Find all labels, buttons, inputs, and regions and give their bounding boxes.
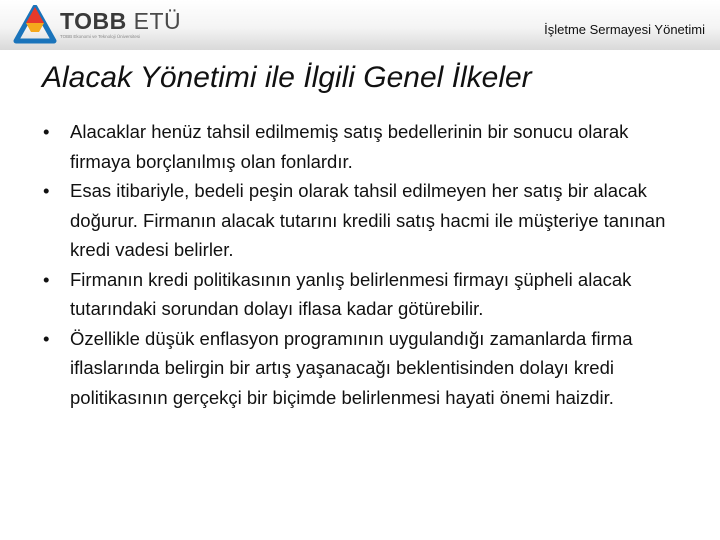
bullet-item xyxy=(42,324,692,413)
header-bar xyxy=(0,0,720,50)
bullet-icon: • xyxy=(43,268,50,290)
bullet-item xyxy=(42,117,692,176)
bullet-list xyxy=(42,117,692,412)
bullet-item xyxy=(42,176,692,265)
bullet-icon: • xyxy=(43,180,50,201)
tobb-etu-logo-icon xyxy=(12,5,58,45)
header-title: İşletme Sermayesi Yönetimi xyxy=(544,22,705,37)
bullet-text: Özellikle düşük enflasyon programının uygulandığı zamanlarda firma iflaslarında belirgin bir artış yaşanacağı beklentisinden dolayı kredi politikasının gerçekçi bir biçimde belirlenmesi hayati önemi haizdir. xyxy=(70,327,633,408)
bullet-icon: • xyxy=(43,121,50,142)
page-title: Alacak Yönetimi ile İlgili Genel İlkeler xyxy=(42,61,532,94)
tobb-etu-logo xyxy=(12,5,182,45)
bullet-item xyxy=(42,265,692,324)
bullet-text: Firmanın kredi politikasının yanlış belirlenmesi firmayı şüpheli alacak tutarındaki sorundan dolayı iflasa kadar götürebilir. xyxy=(70,268,632,319)
logo-wordmark-accent: ETÜ xyxy=(133,8,182,34)
bullet-icon: • xyxy=(43,327,50,349)
logo-wordmark-main: TOBB xyxy=(60,8,127,34)
logo-subtext: TOBB Ekonomi ve Teknoloji Üniversitesi xyxy=(60,34,141,39)
bullet-text: Esas itibariyle, bedeli peşin olarak tahsil edilmeyen her satış bir alacak doğurur. Firmanın alacak tutarını kredili satış hacmi ile müşteriye tanınan kredi vadesi belirler. xyxy=(70,180,666,260)
logo-wordmark xyxy=(60,8,181,34)
bullet-text: Alacaklar henüz tahsil edilmemiş satış bedellerinin bir sonucu olarak firmaya borçlanılmış olan fonlardır. xyxy=(70,121,629,172)
